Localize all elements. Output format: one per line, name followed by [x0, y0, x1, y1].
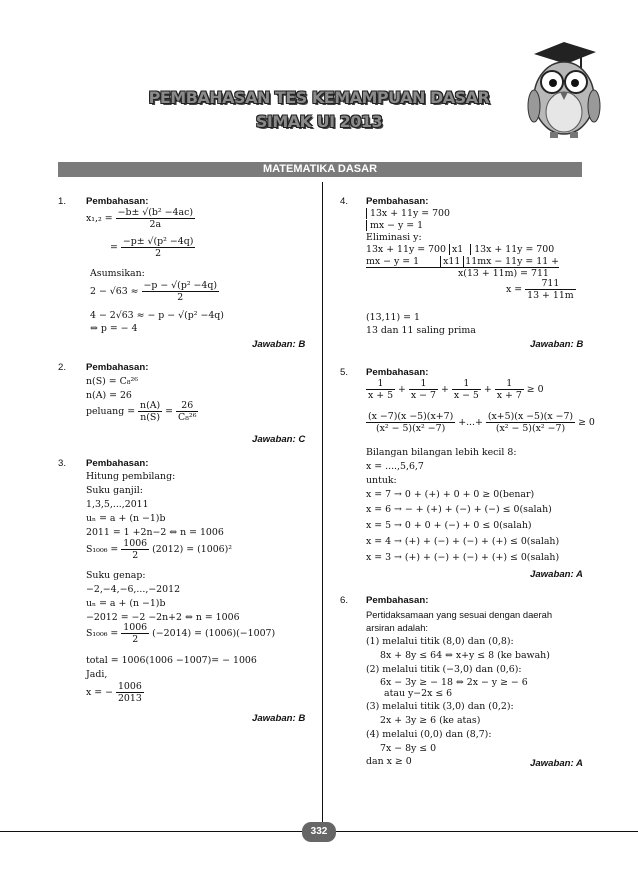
q5-line7: x = 4 → (+) + (−) + (−) + (+) ≤ 0(salah): [366, 536, 560, 547]
q2-number: 2.: [58, 362, 67, 373]
q6-line12: dan x ≥ 0: [366, 756, 412, 767]
q3-line7: Suku genap:: [86, 570, 146, 581]
q4-number: 4.: [340, 196, 349, 207]
q6-number: 6.: [340, 595, 349, 606]
q5-expanded-line: $\frac{(x -7)(x -5)(x+7)}{\text{(x² − 5)(x² −7)}}$ +...+ $\frac{(x+5)(x -5)(x -7)}{\text{(x² − 5)(x² −7)}}$ ≥ 0: [368, 411, 595, 434]
q1-heading: Pembahasan:: [86, 196, 149, 207]
q6-line6: 6x − 3y ≥ − 18 ⇔ 2x − y ≥ − 6: [380, 677, 528, 688]
subject-bar: MATEMATIKA DASAR: [58, 162, 582, 177]
q1-line3: Asumsikan:: [90, 268, 145, 279]
q3-line10: −2012 = −2 −2n+2 ⇔ n = 1006: [86, 612, 240, 623]
q1-line6: ⇔ p = − 4: [90, 323, 138, 334]
q3-line2: Suku ganjil:: [86, 485, 143, 496]
q4-line1: 13x + 11y = 700: [366, 208, 450, 219]
header-title-line2: SIMAK UI 2013: [255, 112, 383, 131]
q3-line1: Hitung pembilang:: [86, 471, 176, 482]
q5-line4: x = 7 → 0 + (+) + 0 + 0 ≥ 0(benar): [366, 489, 535, 500]
q1-number: 1.: [58, 196, 67, 207]
q4-line4: 13x + 11y = 700 x1 13x + 11y = 700: [366, 244, 555, 255]
q5-fraction-line: $\frac{1}{x + 5}$ + $\frac{1}{x - 7}$ + $\frac{1}{x - 5}$ + $\frac{1}{x + 7}$ ≥ 0: [368, 378, 544, 401]
q5-line3: untuk:: [366, 475, 397, 486]
q3-heading: Pembahasan:: [86, 458, 149, 469]
q5-answer: Jawaban: A: [530, 569, 583, 580]
q5-line1: Bilangan bilangan lebih kecil 8:: [366, 447, 517, 458]
q1-line4: 2 − √63 ≈ $\frac{\text{−p − √(p² −4q)}}{2}$: [90, 280, 218, 303]
page-number: 332: [302, 822, 336, 842]
q4-answer: Jawaban: B: [530, 339, 584, 350]
q5-number: 5.: [340, 367, 349, 378]
q4-heading: Pembahasan:: [366, 196, 429, 207]
q3-line3: 1,3,5,...,2011: [86, 499, 149, 510]
q5-line6: x = 5 → 0 + 0 + (−) + 0 ≤ 0(salah): [366, 520, 532, 531]
q6-line4: 8x + 8y ≤ 64 ⇔ x+y ≤ 8 (ke bawah): [380, 650, 550, 661]
owl-mascot-icon: [520, 40, 606, 146]
q3-line14: x = − $\frac{1006}{2013}$: [86, 681, 142, 704]
q5-line5: x = 6 → − + (+) + (−) + (−) ≤ 0(salah): [366, 504, 552, 515]
q2-line3: peluang = $\frac{n(A)}{n(S)}$ = $\frac{26}{\text{C₈²⁶}}$: [86, 400, 197, 423]
q4-line9: 13 dan 11 saling prima: [366, 325, 476, 336]
q6-answer: Jawaban: A: [530, 758, 583, 769]
q3-line11: S₁₀₀₆ = $\frac{1006}{2}$ (−2014) = (1006)(−1007): [86, 622, 276, 645]
q6-line11: 7x − 8y ≤ 0: [380, 743, 437, 754]
q6-line5: (2) melalui titik (−3,0) dan (0,6):: [366, 664, 522, 675]
q2-answer: Jawaban: C: [252, 434, 306, 445]
column-divider: [322, 182, 323, 822]
q2-heading: Pembahasan:: [86, 362, 149, 373]
header-title-line1: PEMBAHASAN TES KEMAMPUAN DASAR: [148, 88, 490, 107]
q3-line13: Jadi,: [86, 669, 108, 680]
q3-line8: −2,−4,−6,...,−2012: [86, 584, 181, 595]
q3-answer: Jawaban: B: [252, 713, 306, 724]
q6-heading: Pembahasan:: [366, 595, 429, 606]
q6-line1: Pertidaksamaan yang sesuai dengan daerah: [366, 609, 553, 620]
q1-line5: 4 − 2√63 ≈ − p − √(p² −4q): [90, 310, 224, 321]
q3-line5: 2011 = 1 +2n−2 ⇔ n = 1006: [86, 527, 224, 538]
q1-answer: Jawaban: B: [252, 339, 306, 350]
q3-number: 3.: [58, 458, 67, 469]
q4-line6: x(13 + 11m) = 711: [458, 268, 549, 279]
q4-line3: Eliminasi y:: [366, 232, 422, 243]
q6-line10: (4) melalui (0,0) dan (8,7):: [366, 729, 492, 740]
q4-line8: (13,11) = 1: [366, 312, 420, 323]
q2-line1: n(S) = C₈²⁶: [86, 376, 139, 387]
q1-line1: x₁,₂ = $\frac{\text{−b± √(b² −4ac)}}{2a}$: [86, 207, 193, 230]
q1-line2: = $\frac{\text{−p± √(p² −4q)}}{2}$: [110, 236, 194, 259]
q4-line7: x = $\frac{711}{13 + 11m}$: [506, 278, 574, 301]
q6-line3: (1) melalui titik (8,0) dan (0,8):: [366, 636, 514, 647]
q6-line7: atau y−2x ≤ 6: [384, 688, 453, 699]
q5-line2: x = ....,5,6,7: [366, 461, 424, 472]
footer: [0, 822, 638, 842]
q3-line9: uₙ = a + (n −1)b: [86, 598, 166, 609]
q3-line6: S₁₀₀₆ = $\frac{1006}{2}$ (2012) = (1006)²: [86, 538, 233, 561]
q3-line12: total = 1006(1006 −1007)= − 1006: [86, 655, 257, 666]
q4-line2: mx − y = 1: [366, 220, 423, 231]
q6-line9: 2x + 3y ≥ 6 (ke atas): [380, 715, 481, 726]
q6-line8: (3) melalui titik (3,0) dan (0,2):: [366, 701, 514, 712]
q5-line8: x = 3 → (+) + (−) + (−) + (+) ≤ 0(salah): [366, 552, 560, 563]
q5-heading: Pembahasan:: [366, 367, 429, 378]
q2-line2: n(A) = 26: [86, 390, 132, 401]
q3-line4: uₙ = a + (n −1)b: [86, 513, 166, 524]
q4-line5: mx − y = 1 x11 11mx − 11y = 11 +: [366, 256, 559, 267]
q6-line2: arsiran adalah:: [366, 622, 429, 633]
